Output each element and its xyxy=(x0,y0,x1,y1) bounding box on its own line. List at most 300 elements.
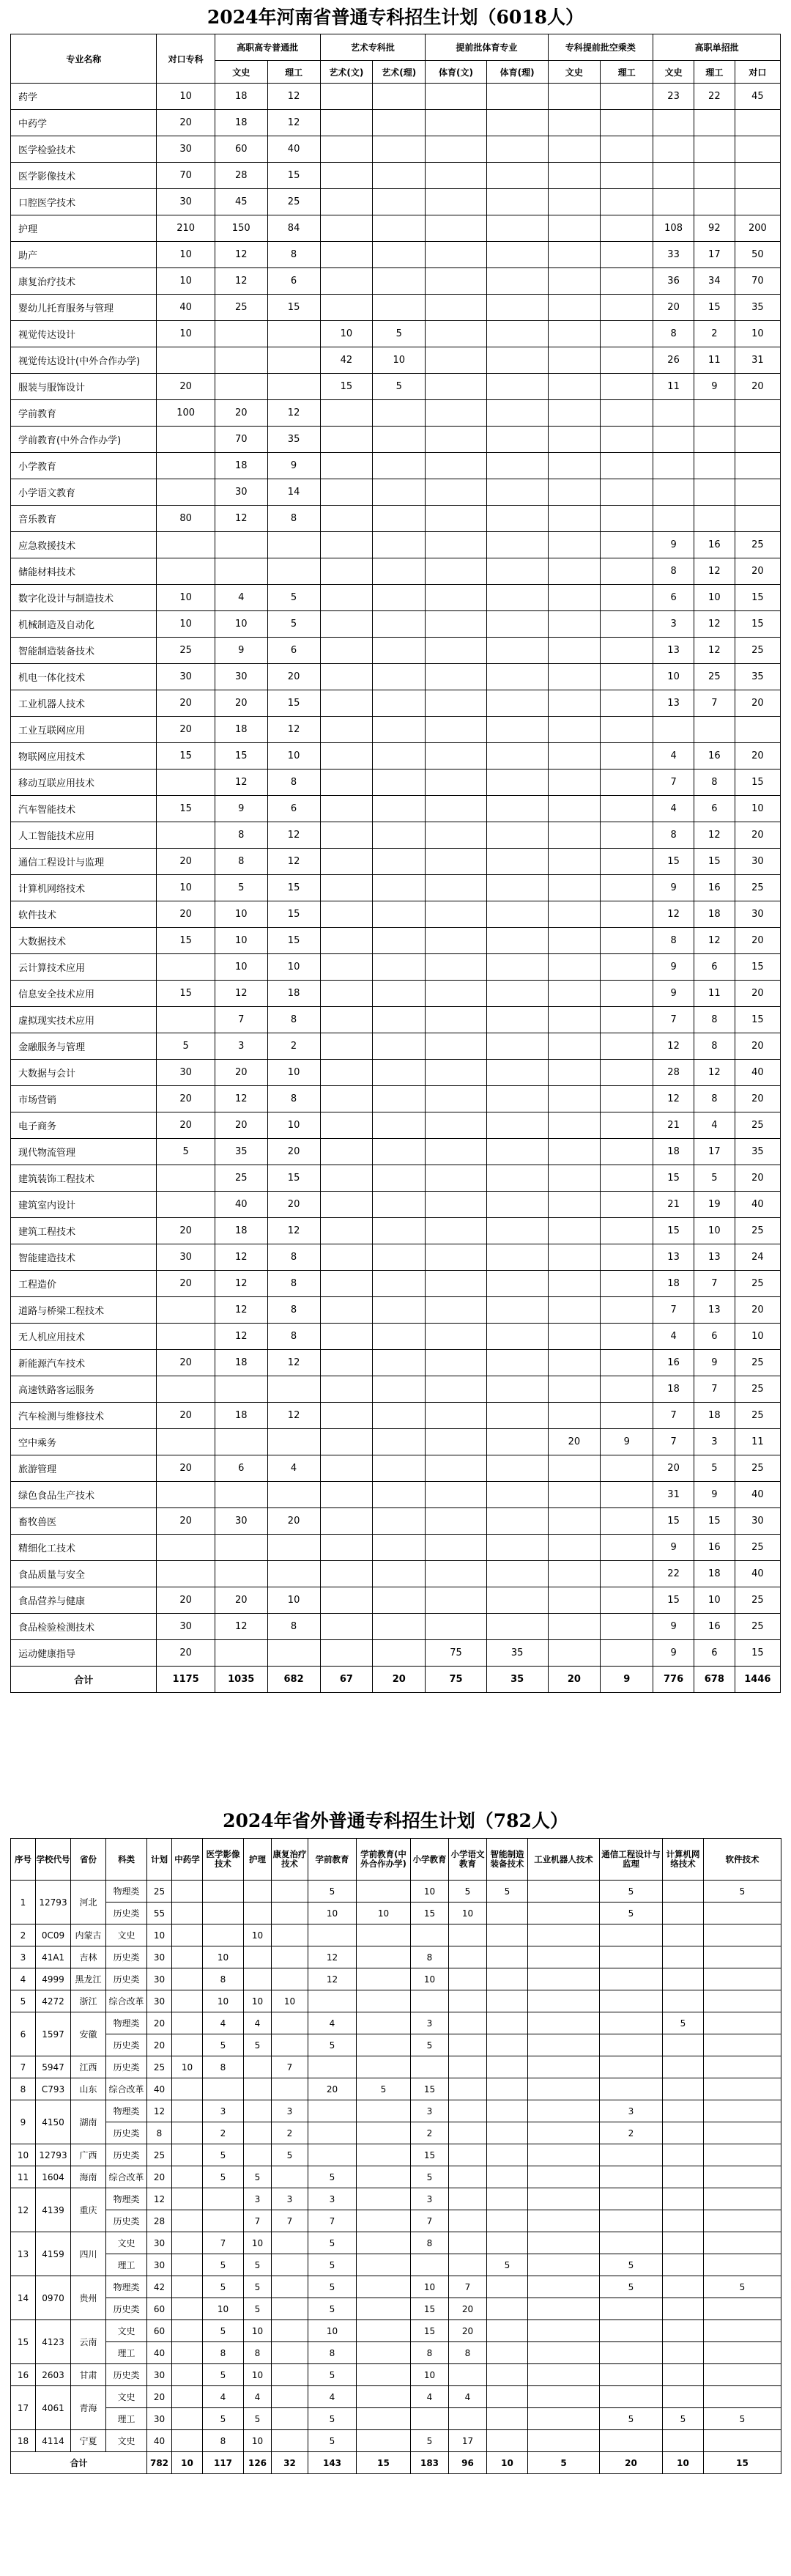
table-cell: 20 xyxy=(215,400,267,427)
table-cell xyxy=(601,638,653,664)
table-cell: 28 xyxy=(215,163,267,189)
major-name: 绿色食品生产技术 xyxy=(11,1482,157,1508)
table-cell xyxy=(244,2144,272,2166)
table-row xyxy=(11,1060,781,1086)
table-cell: 18 xyxy=(653,1376,694,1403)
table-cell xyxy=(486,321,548,347)
table-cell xyxy=(663,2166,704,2188)
table-cell xyxy=(486,1429,548,1455)
table-cell xyxy=(320,822,373,849)
table-cell xyxy=(486,479,548,506)
table-row xyxy=(11,638,781,664)
major-name: 机械制造及自动化 xyxy=(11,611,157,638)
table-cell: 9 xyxy=(215,796,267,822)
subject-type: 历史类 xyxy=(106,2298,147,2320)
table-cell: 9 xyxy=(653,1614,694,1640)
table-cell xyxy=(600,2144,663,2166)
table-cell xyxy=(320,954,373,981)
table-cell: 10 xyxy=(735,321,780,347)
table-cell: 5 xyxy=(244,2034,272,2056)
table-cell xyxy=(203,1881,244,1903)
major-name: 软件技术 xyxy=(11,901,157,928)
table-cell: 20 xyxy=(267,1192,320,1218)
table-cell xyxy=(486,1561,548,1587)
table-row xyxy=(11,427,781,453)
table-cell xyxy=(487,2056,528,2078)
table-cell xyxy=(487,2408,528,2430)
table-cell: 18 xyxy=(215,110,267,136)
table-cell xyxy=(373,558,426,585)
table-cell: 10 xyxy=(735,1324,780,1350)
table-cell xyxy=(704,2056,781,2078)
major-name: 护理 xyxy=(11,215,157,242)
table-cell xyxy=(601,268,653,295)
table-cell xyxy=(486,1350,548,1376)
table-cell xyxy=(426,268,487,295)
table-cell xyxy=(215,1640,267,1667)
table-cell xyxy=(320,1587,373,1614)
table-row xyxy=(11,664,781,690)
table-cell xyxy=(486,400,548,427)
table-cell: 12 xyxy=(308,1946,357,1968)
table-cell: 20 xyxy=(735,558,780,585)
table-cell xyxy=(449,2078,487,2100)
table-row xyxy=(11,2430,781,2452)
table-cell xyxy=(157,347,215,374)
table-row xyxy=(11,2034,781,2056)
table-cell: 12 xyxy=(267,717,320,743)
total-cell: 9 xyxy=(601,1667,653,1693)
table-cell xyxy=(244,2100,272,2122)
row-number: 15 xyxy=(11,2320,36,2364)
table-cell: 5 xyxy=(308,2364,357,2386)
table-cell xyxy=(663,2320,704,2342)
table-cell: 10 xyxy=(157,875,215,901)
table-cell: 16 xyxy=(653,1350,694,1376)
table-cell xyxy=(487,2188,528,2210)
table-cell: 30 xyxy=(147,1990,172,2012)
subject-type: 物理类 xyxy=(106,2276,147,2298)
total-cell: 75 xyxy=(426,1667,487,1693)
table-cell xyxy=(735,506,780,532)
table-cell: 8 xyxy=(653,822,694,849)
table-cell: 4 xyxy=(694,1112,735,1139)
table-cell xyxy=(172,1903,203,1924)
subject-type: 理工 xyxy=(106,2342,147,2364)
table-cell xyxy=(172,2078,203,2100)
table-cell xyxy=(600,2320,663,2342)
table-cell xyxy=(373,849,426,875)
table-cell: 4 xyxy=(653,743,694,770)
sub-header: 对口 xyxy=(735,61,780,84)
table-cell: 25 xyxy=(735,1350,780,1376)
table-cell: 10 xyxy=(215,928,267,954)
table-cell xyxy=(548,1112,601,1139)
table-cell xyxy=(548,374,601,400)
table-cell xyxy=(357,1946,411,1968)
table-cell: 6 xyxy=(653,585,694,611)
table-cell xyxy=(267,1535,320,1561)
table-row xyxy=(11,1946,781,1968)
table-cell xyxy=(528,2254,600,2276)
table-cell: 30 xyxy=(147,2254,172,2276)
table-cell xyxy=(487,1946,528,1968)
table-cell: 4 xyxy=(203,2386,244,2408)
table-cell xyxy=(653,717,694,743)
major-name: 小学语文教育 xyxy=(11,479,157,506)
table-cell: 10 xyxy=(244,1924,272,1946)
table-cell xyxy=(601,1614,653,1640)
table-cell xyxy=(449,2408,487,2430)
table-cell xyxy=(486,928,548,954)
table-cell xyxy=(486,1324,548,1350)
table-cell: 42 xyxy=(147,2276,172,2298)
table-cell xyxy=(653,136,694,163)
table-cell: 9 xyxy=(653,1535,694,1561)
row-number: 1 xyxy=(11,1881,36,1924)
table-row xyxy=(11,796,781,822)
table-cell: 15 xyxy=(735,611,780,638)
table-cell xyxy=(653,506,694,532)
table-cell xyxy=(411,2408,449,2430)
col-header: 专科提前批空乘类 xyxy=(548,34,653,61)
table-cell xyxy=(601,1640,653,1667)
table-cell xyxy=(172,2122,203,2144)
table-cell xyxy=(601,347,653,374)
table-cell xyxy=(426,110,487,136)
table-cell: 3 xyxy=(203,2100,244,2122)
table-cell xyxy=(486,1614,548,1640)
table-cell xyxy=(357,2166,411,2188)
table-cell: 24 xyxy=(735,1244,780,1271)
table-cell xyxy=(426,1086,487,1112)
table-cell: 4 xyxy=(653,1324,694,1350)
table-cell xyxy=(426,717,487,743)
total-cell: 10 xyxy=(487,2452,528,2474)
table-row xyxy=(11,1271,781,1297)
table-cell xyxy=(601,1297,653,1324)
major-name: 储能材料技术 xyxy=(11,558,157,585)
table-cell xyxy=(426,1403,487,1429)
table-cell xyxy=(373,1007,426,1033)
table-cell xyxy=(548,1060,601,1086)
table-cell: 10 xyxy=(172,2056,203,2078)
table-cell: 5 xyxy=(215,875,267,901)
major-name: 大数据技术 xyxy=(11,928,157,954)
table-cell: 5 xyxy=(411,2430,449,2452)
table-row xyxy=(11,2342,781,2364)
table-cell: 20 xyxy=(157,1271,215,1297)
table-cell xyxy=(486,215,548,242)
col-header: 智能制造装备技术 xyxy=(487,1839,528,1881)
col-header: 计算机网络技术 xyxy=(663,1839,704,1881)
table-cell xyxy=(320,1139,373,1165)
table-cell: 12 xyxy=(267,1350,320,1376)
table-cell: 10 xyxy=(203,1990,244,2012)
table-cell: 84 xyxy=(267,215,320,242)
table-cell xyxy=(320,1218,373,1244)
table-cell: 10 xyxy=(267,1060,320,1086)
table-cell xyxy=(203,2078,244,2100)
table-cell xyxy=(215,1482,267,1508)
table-cell xyxy=(426,770,487,796)
table-cell xyxy=(548,532,601,558)
table-cell: 6 xyxy=(694,954,735,981)
table-cell: 20 xyxy=(653,295,694,321)
table-cell xyxy=(357,2320,411,2342)
table-cell xyxy=(373,1350,426,1376)
total-cell: 678 xyxy=(694,1667,735,1693)
table-cell xyxy=(426,1297,487,1324)
table-cell: 8 xyxy=(411,1946,449,1968)
table-cell xyxy=(272,1881,308,1903)
table-cell xyxy=(357,2254,411,2276)
table-cell: 8 xyxy=(694,1033,735,1060)
table-cell xyxy=(244,1946,272,1968)
table-cell xyxy=(320,849,373,875)
table-cell: 30 xyxy=(735,1508,780,1535)
table-cell: 7 xyxy=(272,2056,308,2078)
table-cell xyxy=(426,1060,487,1086)
table-cell xyxy=(426,215,487,242)
table-cell xyxy=(548,1139,601,1165)
table-cell xyxy=(694,189,735,215)
table-cell xyxy=(373,611,426,638)
table-cell: 8 xyxy=(203,2342,244,2364)
table-cell xyxy=(704,2144,781,2166)
table-cell xyxy=(487,2430,528,2452)
table-cell xyxy=(601,981,653,1007)
table-cell xyxy=(357,2276,411,2298)
table-cell xyxy=(653,110,694,136)
table-cell xyxy=(215,1376,267,1403)
col-header: 序号 xyxy=(11,1839,36,1881)
table-cell: 25 xyxy=(157,638,215,664)
table-cell: 25 xyxy=(147,1881,172,1903)
table-cell: 8 xyxy=(653,558,694,585)
table-cell xyxy=(601,453,653,479)
table-cell xyxy=(694,400,735,427)
table-cell xyxy=(449,2012,487,2034)
table-cell: 9 xyxy=(215,638,267,664)
table-cell xyxy=(704,2430,781,2452)
table-cell: 18 xyxy=(215,1403,267,1429)
table-cell xyxy=(548,1614,601,1640)
table-cell: 6 xyxy=(267,796,320,822)
table-cell xyxy=(449,2166,487,2188)
table-cell: 5 xyxy=(267,611,320,638)
table-cell xyxy=(548,110,601,136)
table-cell xyxy=(373,1535,426,1561)
table-row xyxy=(11,690,781,717)
table-cell xyxy=(548,1297,601,1324)
table-cell: 60 xyxy=(147,2298,172,2320)
table-cell xyxy=(272,2430,308,2452)
table-cell xyxy=(600,2166,663,2188)
table-cell xyxy=(600,2210,663,2232)
table-cell xyxy=(487,2276,528,2298)
table-row xyxy=(11,1924,781,1946)
major-name: 运动健康指导 xyxy=(11,1640,157,1667)
table-cell: 9 xyxy=(653,875,694,901)
subject-type: 历史类 xyxy=(106,1946,147,1968)
table-cell xyxy=(426,347,487,374)
table-cell: 15 xyxy=(653,1508,694,1535)
table-cell xyxy=(157,954,215,981)
table-cell: 5 xyxy=(203,2034,244,2056)
table-row xyxy=(11,2408,781,2430)
table-cell xyxy=(426,1482,487,1508)
table-cell: 25 xyxy=(735,532,780,558)
table-cell: 12 xyxy=(267,1218,320,1244)
table-row xyxy=(11,770,781,796)
province: 湖南 xyxy=(71,2100,106,2144)
table-cell: 30 xyxy=(157,1244,215,1271)
table-cell xyxy=(548,743,601,770)
major-name: 建筑工程技术 xyxy=(11,1218,157,1244)
table-cell xyxy=(704,2210,781,2232)
table-cell: 5 xyxy=(663,2408,704,2430)
table-cell: 5 xyxy=(600,2254,663,2276)
table-cell xyxy=(663,2056,704,2078)
table-cell xyxy=(528,2276,600,2298)
table-cell xyxy=(320,558,373,585)
table-cell xyxy=(528,2144,600,2166)
row-number: 4 xyxy=(11,1968,36,1990)
table-cell xyxy=(272,2386,308,2408)
table-cell xyxy=(426,1165,487,1192)
table-cell: 8 xyxy=(267,1271,320,1297)
table-cell xyxy=(272,2034,308,2056)
table-row xyxy=(11,374,781,400)
table-cell xyxy=(426,1587,487,1614)
table-cell xyxy=(426,321,487,347)
table-cell: 20 xyxy=(157,110,215,136)
table-row xyxy=(11,954,781,981)
table-cell xyxy=(157,1192,215,1218)
table-cell xyxy=(487,1990,528,2012)
table-cell: 3 xyxy=(653,611,694,638)
table-cell xyxy=(320,1640,373,1667)
table-cell: 12 xyxy=(215,1297,267,1324)
table-cell: 13 xyxy=(694,1244,735,1271)
table-cell: 9 xyxy=(694,374,735,400)
table-cell xyxy=(694,506,735,532)
table-cell: 20 xyxy=(157,1112,215,1139)
table-cell xyxy=(663,1903,704,1924)
table-cell xyxy=(272,1924,308,1946)
table-cell xyxy=(600,2386,663,2408)
table-cell: 30 xyxy=(157,1060,215,1086)
table-cell: 15 xyxy=(267,928,320,954)
table-cell xyxy=(600,2342,663,2364)
table-cell xyxy=(601,743,653,770)
table-cell xyxy=(320,1297,373,1324)
table-cell xyxy=(663,2122,704,2144)
table-cell: 7 xyxy=(653,1297,694,1324)
table-cell: 10 xyxy=(411,1968,449,1990)
table-cell xyxy=(548,1455,601,1482)
table-cell: 5 xyxy=(244,2276,272,2298)
table-cell: 10 xyxy=(308,2320,357,2342)
table-cell xyxy=(600,2056,663,2078)
table-cell xyxy=(373,1060,426,1086)
table-cell: 17 xyxy=(449,2430,487,2452)
table-cell xyxy=(601,1007,653,1033)
table-cell xyxy=(267,374,320,400)
table-cell xyxy=(373,242,426,268)
table-row xyxy=(11,1640,781,1667)
table-cell xyxy=(426,242,487,268)
table-cell xyxy=(320,506,373,532)
table-cell xyxy=(357,2122,411,2144)
sub-header: 文史 xyxy=(215,61,267,84)
table-cell xyxy=(601,822,653,849)
table-cell: 9 xyxy=(653,981,694,1007)
total-cell: 15 xyxy=(704,2452,781,2474)
table-cell xyxy=(704,2100,781,2122)
table-cell: 15 xyxy=(411,2078,449,2100)
table-cell xyxy=(373,189,426,215)
table-row xyxy=(11,1297,781,1324)
table-cell xyxy=(601,136,653,163)
table-cell xyxy=(426,374,487,400)
sub-header: 体育(文) xyxy=(426,61,487,84)
table-cell xyxy=(357,1881,411,1903)
table-cell xyxy=(320,1561,373,1587)
table-cell xyxy=(357,2100,411,2122)
table-cell xyxy=(548,638,601,664)
table-cell: 15 xyxy=(735,770,780,796)
table-cell: 45 xyxy=(215,189,267,215)
table-cell xyxy=(601,1165,653,1192)
table-row xyxy=(11,2276,781,2298)
table1-title: 2024年河南省普通专科招生计划（6018人） xyxy=(207,7,584,28)
table-cell: 18 xyxy=(694,1561,735,1587)
table-cell: 6 xyxy=(215,1455,267,1482)
table-cell xyxy=(308,1990,357,2012)
table-cell: 18 xyxy=(653,1139,694,1165)
table-cell xyxy=(487,2342,528,2364)
table-cell xyxy=(487,2386,528,2408)
table-cell xyxy=(172,1946,203,1968)
table-cell xyxy=(704,2034,781,2056)
table-cell xyxy=(357,1968,411,1990)
table-cell xyxy=(735,136,780,163)
table-cell xyxy=(548,901,601,928)
table-cell: 7 xyxy=(411,2210,449,2232)
table-cell xyxy=(486,347,548,374)
table-cell xyxy=(357,2298,411,2320)
table-cell: 7 xyxy=(308,2210,357,2232)
total-row xyxy=(11,2452,781,2474)
major-name: 食品质量与安全 xyxy=(11,1561,157,1587)
table-cell xyxy=(320,1482,373,1508)
sub-header: 理工 xyxy=(601,61,653,84)
table-row xyxy=(11,1139,781,1165)
table-row xyxy=(11,453,781,479)
table-cell xyxy=(663,2232,704,2254)
table-cell: 10 xyxy=(411,2364,449,2386)
row-number: 17 xyxy=(11,2386,36,2430)
table-cell: 8 xyxy=(308,2342,357,2364)
col-header: 小学教育 xyxy=(411,1839,449,1881)
table-cell: 5 xyxy=(203,2320,244,2342)
table-row xyxy=(11,611,781,638)
table-cell: 3 xyxy=(272,2188,308,2210)
table-row xyxy=(11,1482,781,1508)
subject-type: 历史类 xyxy=(106,2144,147,2166)
